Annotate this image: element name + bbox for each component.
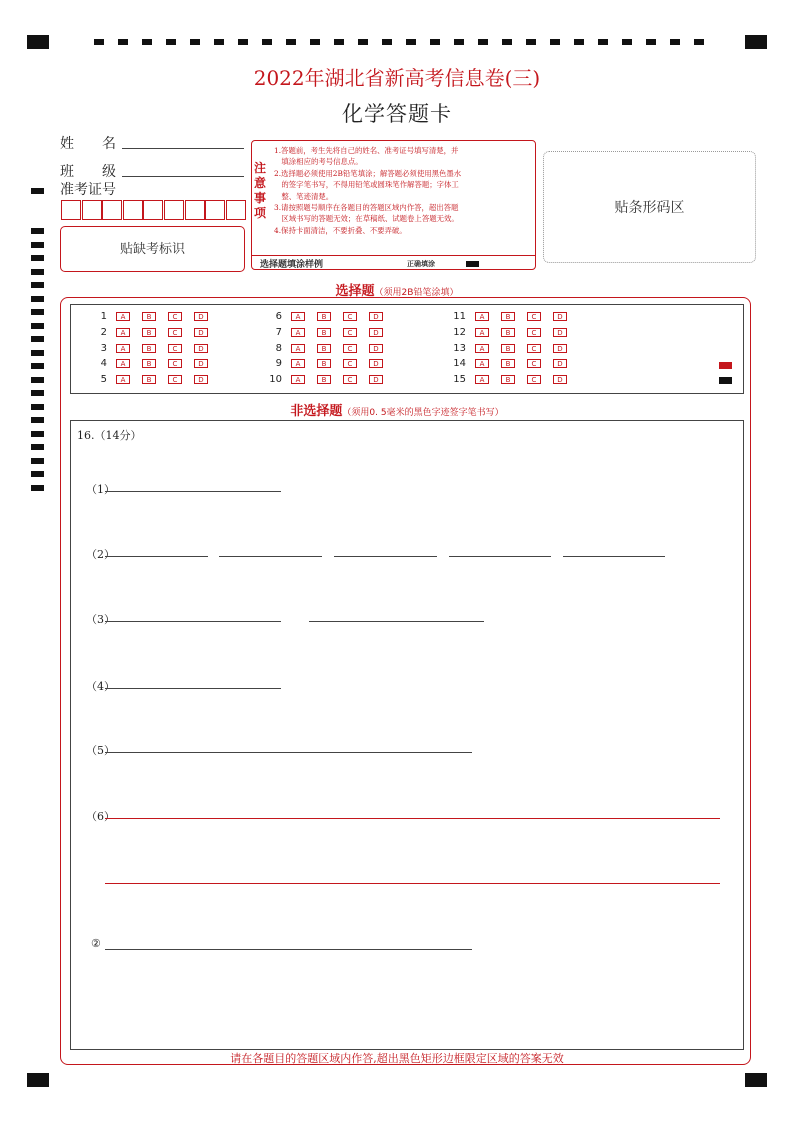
card-subtitle: 化学答题卡	[342, 102, 452, 126]
timing-mark	[31, 242, 44, 248]
mc-question-number: 12	[453, 326, 466, 338]
correct-fill-label: 正确填涂	[407, 260, 435, 268]
option-bubble-b[interactable]: B	[501, 344, 515, 353]
answer-line-6a[interactable]	[105, 818, 720, 819]
mc-question-14	[444, 358, 584, 370]
timing-dash	[526, 39, 536, 45]
id-label: 准考证号	[60, 182, 116, 198]
footer-warning: 请在各题目的答题区域内作答,超出黑色矩形边框限定区域的答案无效	[230, 1052, 564, 1065]
option-bubble-c[interactable]: C	[527, 344, 541, 353]
timing-mark	[31, 377, 44, 383]
timing-mark	[31, 350, 44, 356]
timing-dash	[142, 39, 152, 45]
timing-mark	[31, 431, 44, 437]
timing-dash	[550, 39, 560, 45]
option-bubble-b[interactable]: B	[317, 344, 331, 353]
timing-dash	[502, 39, 512, 45]
option-bubble-a[interactable]: A	[475, 359, 489, 368]
option-bubble-a[interactable]: A	[116, 344, 130, 353]
mc-question-13	[444, 343, 584, 355]
marker-black	[719, 377, 732, 384]
option-bubble-d[interactable]: D	[194, 344, 208, 353]
notice-text	[274, 145, 532, 236]
timing-dash	[382, 39, 392, 45]
option-bubble-c[interactable]: C	[343, 375, 357, 384]
notice-divider	[252, 255, 535, 256]
mc-question-number: 4	[100, 358, 107, 370]
answer-line-5[interactable]	[105, 752, 472, 753]
mc-question-number: 13	[453, 342, 466, 354]
mc-question-4	[85, 358, 225, 370]
timing-dash	[358, 39, 368, 45]
timing-mark	[31, 323, 44, 329]
answer-line-3a[interactable]	[105, 621, 281, 622]
id-digit-box[interactable]	[102, 200, 122, 220]
fill-sample-label: 选择题填涂样例	[260, 260, 324, 270]
timing-mark	[31, 458, 44, 464]
mc-question-number: 14	[453, 358, 466, 370]
answer-line-3b[interactable]	[309, 621, 484, 622]
nonmc-title: 非选择题	[290, 404, 343, 419]
option-bubble-a[interactable]: A	[291, 344, 305, 353]
option-bubble-c[interactable]: C	[168, 312, 182, 321]
timing-dash	[478, 39, 488, 45]
option-bubble-a[interactable]: A	[291, 328, 305, 337]
part-4-label: （4）	[86, 680, 115, 693]
option-bubble-b[interactable]: B	[142, 359, 156, 368]
timing-dash	[406, 39, 416, 45]
class-field[interactable]	[122, 176, 244, 177]
option-bubble-b[interactable]: B	[501, 328, 515, 337]
option-bubble-b[interactable]: B	[142, 375, 156, 384]
option-bubble-b[interactable]: B	[142, 312, 156, 321]
option-bubble-d[interactable]: D	[369, 375, 383, 384]
option-bubble-d[interactable]: D	[369, 312, 383, 321]
mc-question-15	[444, 374, 584, 386]
option-bubble-a[interactable]: A	[291, 375, 305, 384]
mc-title: 选择题	[335, 284, 375, 299]
mc-box	[70, 304, 744, 394]
corner-mark-bottom-left	[27, 1073, 49, 1087]
mc-question-number: 3	[100, 342, 107, 354]
option-bubble-d[interactable]: D	[194, 328, 208, 337]
notice-line: 1.答题前，考生先将自己的姓名、准考证号填写清楚，并	[274, 146, 459, 155]
timing-mark	[31, 444, 44, 450]
timing-mark	[31, 269, 44, 275]
id-digit-box[interactable]	[82, 200, 102, 220]
mc-question-number: 11	[453, 311, 466, 322]
option-bubble-d[interactable]: D	[553, 375, 567, 384]
corner-mark-bottom-right	[745, 1073, 767, 1087]
answer-line-2c[interactable]	[334, 556, 437, 557]
correct-fill-sample	[466, 261, 479, 267]
mc-question-1	[85, 311, 225, 323]
id-digit-box[interactable]	[226, 200, 246, 220]
notice-line: 填涂相应的考号信息点。	[274, 157, 363, 167]
notice-line: 整、笔迹清楚。	[274, 191, 334, 201]
part-6-label: （6）	[86, 810, 115, 823]
option-bubble-b[interactable]: B	[501, 375, 515, 384]
option-bubble-c[interactable]: C	[343, 328, 357, 337]
option-bubble-a[interactable]: A	[475, 312, 489, 321]
timing-dash	[598, 39, 608, 45]
mc-question-10	[260, 374, 400, 386]
option-bubble-c[interactable]: C	[527, 359, 541, 368]
mc-question-12	[444, 327, 584, 339]
option-bubble-b[interactable]: B	[317, 375, 331, 384]
answer-line-2b[interactable]	[219, 556, 322, 557]
mc-question-number: 15	[453, 374, 466, 386]
option-bubble-c[interactable]: C	[527, 328, 541, 337]
part-2-label: （2）	[86, 548, 115, 561]
mc-question-number: 2	[100, 326, 107, 338]
timing-dash	[430, 39, 440, 45]
timing-dash	[670, 39, 680, 45]
option-bubble-d[interactable]: D	[194, 359, 208, 368]
timing-dash	[238, 39, 248, 45]
exam-title: 2022年湖北省新高考信息卷(三)	[253, 66, 541, 90]
option-bubble-d[interactable]: D	[553, 344, 567, 353]
option-bubble-a[interactable]: A	[475, 328, 489, 337]
timing-dash	[574, 39, 584, 45]
option-bubble-d[interactable]: D	[194, 375, 208, 384]
option-bubble-b[interactable]: B	[317, 359, 331, 368]
option-bubble-b[interactable]: B	[317, 328, 331, 337]
option-bubble-c[interactable]: C	[168, 344, 182, 353]
notice-line: 3.请按照题号顺序在各题目的答题区域内作答，超出答题	[274, 203, 459, 213]
timing-mark	[31, 363, 44, 369]
notice-box	[251, 140, 536, 270]
option-bubble-a[interactable]: A	[116, 312, 130, 321]
option-bubble-a[interactable]: A	[116, 328, 130, 337]
option-bubble-c[interactable]: C	[527, 312, 541, 321]
id-digit-box[interactable]	[205, 200, 225, 220]
answer-line-1[interactable]	[105, 491, 281, 492]
part-5-label: （5）	[86, 744, 115, 757]
timing-dash	[454, 39, 464, 45]
notice-line: 2.选择题必须使用2B铅笔填涂；解答题必须使用黑色墨水	[274, 168, 462, 178]
mc-question-3	[85, 343, 225, 355]
class-label: 班 级	[60, 164, 116, 180]
option-bubble-c[interactable]: C	[168, 328, 182, 337]
timing-dash	[310, 39, 320, 45]
option-bubble-a[interactable]: A	[116, 359, 130, 368]
question-16-label: 16.（14分）	[77, 429, 142, 442]
part-3-label: （3）	[86, 613, 115, 626]
timing-dash	[334, 39, 344, 45]
timing-dash	[622, 39, 632, 45]
timing-dash	[646, 39, 656, 45]
timing-dash	[694, 39, 704, 45]
timing-mark	[31, 255, 44, 261]
timing-mark	[31, 336, 44, 342]
option-bubble-c[interactable]: C	[343, 312, 357, 321]
timing-dash	[190, 39, 200, 45]
option-bubble-c[interactable]: C	[168, 375, 182, 384]
mc-question-number: 10	[269, 374, 282, 386]
timing-mark	[31, 228, 44, 234]
option-bubble-d[interactable]: D	[369, 328, 383, 337]
mc-question-11	[444, 311, 584, 323]
option-bubble-d[interactable]: D	[553, 312, 567, 321]
timing-dash	[286, 39, 296, 45]
option-bubble-d[interactable]: D	[369, 344, 383, 353]
timing-dash	[118, 39, 128, 45]
mc-note: （须用2B铅笔涂填）	[374, 288, 459, 298]
marker-red	[719, 362, 732, 369]
option-bubble-b[interactable]: B	[317, 312, 331, 321]
nonmc-note: （须用0. 5毫米的黑色字迹签字笔书写）	[342, 408, 504, 418]
id-digit-box[interactable]	[143, 200, 163, 220]
mc-question-5	[85, 374, 225, 386]
mc-question-number: 7	[275, 326, 282, 338]
option-bubble-b[interactable]: B	[142, 328, 156, 337]
mc-question-9	[260, 358, 400, 370]
answer-box-16	[70, 420, 744, 1050]
mc-question-number: 5	[100, 374, 107, 386]
option-bubble-a[interactable]: A	[475, 375, 489, 384]
notice-line: 区域书写的答题无效；在草稿纸、试题卷上答题无效。	[274, 214, 459, 224]
notice-title: 注意事项	[254, 161, 267, 220]
id-digit-box[interactable]	[123, 200, 143, 220]
timing-dash	[94, 39, 104, 45]
option-bubble-a[interactable]: A	[291, 359, 305, 368]
option-bubble-b[interactable]: B	[142, 344, 156, 353]
name-field[interactable]	[122, 148, 244, 149]
answer-line-6-2[interactable]	[105, 949, 472, 950]
option-bubble-c[interactable]: C	[168, 359, 182, 368]
option-bubble-a[interactable]: A	[475, 344, 489, 353]
answer-line-2a[interactable]	[105, 556, 208, 557]
option-bubble-c[interactable]: C	[527, 375, 541, 384]
mc-question-number: 8	[275, 342, 282, 354]
id-digit-box[interactable]	[185, 200, 205, 220]
nonmc-section-title	[0, 400, 794, 419]
part-6-2-label: ②	[91, 937, 101, 950]
timing-mark	[31, 309, 44, 315]
mc-question-number: 1	[100, 311, 107, 322]
mc-question-2	[85, 327, 225, 339]
option-bubble-a[interactable]: A	[291, 312, 305, 321]
corner-mark-top-left	[27, 35, 49, 49]
barcode-area: 贴条形码区	[543, 151, 756, 263]
corner-mark-top-right	[745, 35, 767, 49]
answer-line-2e[interactable]	[563, 556, 665, 557]
timing-dash	[214, 39, 224, 45]
mc-section-title	[0, 280, 794, 299]
notice-line: 的签字笔书写，不得用铅笔或圆珠笔作解答题；字体工	[274, 180, 459, 190]
mc-question-number: 9	[275, 358, 282, 370]
id-digit-box[interactable]	[61, 200, 81, 220]
notice-line: 4.保持卡面清洁，不要折叠、不要弄破。	[274, 225, 407, 235]
option-bubble-c[interactable]: C	[343, 344, 357, 353]
option-bubble-d[interactable]: D	[194, 312, 208, 321]
option-bubble-b[interactable]: B	[501, 359, 515, 368]
timing-mark	[31, 485, 44, 491]
option-bubble-c[interactable]: C	[343, 359, 357, 368]
timing-mark	[31, 188, 44, 194]
option-bubble-b[interactable]: B	[501, 312, 515, 321]
mc-question-8	[260, 343, 400, 355]
answer-line-2d[interactable]	[449, 556, 551, 557]
timing-mark	[31, 471, 44, 477]
option-bubble-d[interactable]: D	[553, 359, 567, 368]
answer-line-4[interactable]	[105, 688, 281, 689]
mc-question-7	[260, 327, 400, 339]
id-digit-box[interactable]	[164, 200, 184, 220]
mc-question-number: 6	[275, 311, 282, 322]
part-1-label: （1）	[86, 483, 115, 496]
option-bubble-d[interactable]: D	[553, 328, 567, 337]
timing-dash	[166, 39, 176, 45]
timing-dash	[262, 39, 272, 45]
option-bubble-a[interactable]: A	[116, 375, 130, 384]
absent-sticker-area: 贴缺考标识	[60, 226, 245, 272]
mc-question-6	[260, 311, 400, 323]
name-label: 姓 名	[60, 136, 116, 152]
answer-line-6b[interactable]	[105, 883, 720, 884]
timing-mark	[31, 390, 44, 396]
option-bubble-d[interactable]: D	[369, 359, 383, 368]
